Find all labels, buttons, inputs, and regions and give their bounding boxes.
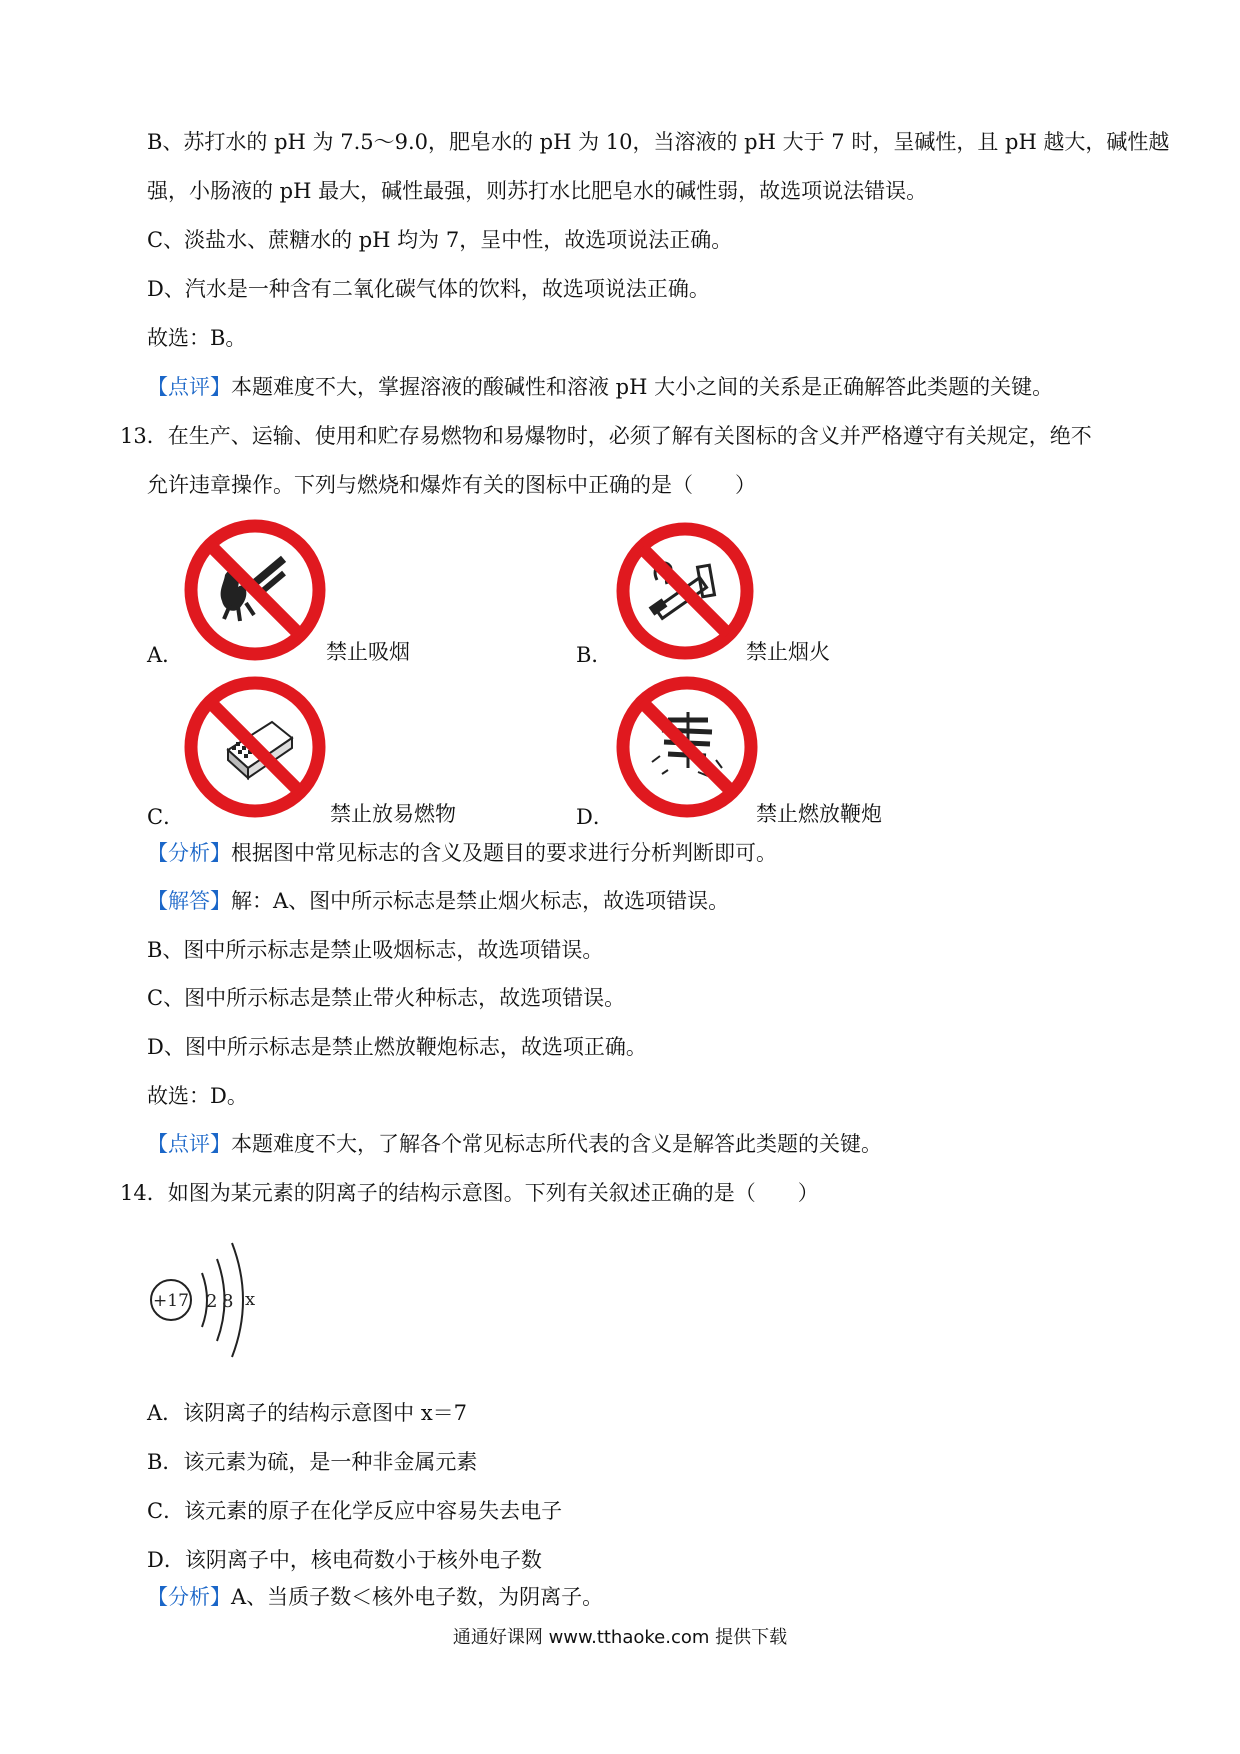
para-b-line1: B、苏打水的 pH 为 7.5～9.0，肥皂水的 pH 为 10，当溶液的 pH 大于 7 时，呈碱性，且 pH 越大，碱性越 [147, 130, 1170, 154]
no-firecrackers-sign-icon [612, 672, 762, 822]
q13-stem-line2: 允许违章操作。下列与燃烧和爆炸有关的图标中正确的是（ ） [147, 473, 756, 497]
q13-option-d-letter: D． [576, 805, 614, 829]
comment-tag: 【点评】 [147, 375, 231, 399]
q14-option-d: D．该阴离子中，核电荷数小于核外电子数 [147, 1548, 542, 1572]
q13-solution-c: C、图中所示标志是禁止带火种标志，故选项错误。 [147, 986, 626, 1010]
q13-option-c-caption: 禁止放易燃物 [330, 802, 456, 826]
shell-3-count: x [245, 1289, 256, 1310]
q14-analysis [147, 1582, 603, 1612]
analysis-tag: 【分析】 [147, 841, 231, 865]
q13-answer: 故选：D。 [147, 1084, 248, 1108]
solution-tag: 【解答】 [147, 889, 231, 913]
comment-tag: 【点评】 [147, 1132, 231, 1156]
comment-text: 本题难度不大，了解各个常见标志所代表的含义是解答此类题的关键。 [231, 1132, 882, 1156]
q13-analysis [147, 838, 777, 868]
q13-solution-d: D、图中所示标志是禁止燃放鞭炮标志，故选项正确。 [147, 1035, 647, 1059]
page-footer: 通通好课网 www.tthaoke.com 提供下载 [452, 1627, 788, 1648]
q13-option-b-caption: 禁止烟火 [746, 640, 830, 664]
q14-option-b: B．该元素为硫，是一种非金属元素 [147, 1450, 478, 1474]
shell-1-count: 2 [206, 1291, 218, 1312]
no-fireworks-sign-icon [180, 515, 330, 665]
q13-option-a-caption: 禁止吸烟 [326, 640, 410, 664]
para-d: D、汽水是一种含有二氧化碳气体的饮料，故选项说法正确。 [147, 277, 710, 301]
q13-solution-b: B、图中所示标志是禁止吸烟标志，故选项错误。 [147, 938, 604, 962]
q14-option-c: C．该元素的原子在化学反应中容易失去电子 [147, 1499, 563, 1523]
nucleus-charge: +17 [153, 1291, 189, 1311]
comment-12 [147, 372, 1053, 402]
q14-stem: 14．如图为某元素的阴离子的结构示意图。下列有关叙述正确的是（ ） [120, 1181, 819, 1205]
para-c: C、淡盐水、蔗糖水的 pH 均为 7，呈中性，故选项说法正确。 [147, 228, 733, 252]
analysis-text: A、当质子数＜核外电子数，为阴离子。 [231, 1585, 604, 1609]
answer-12: 故选：B。 [147, 326, 247, 350]
para-b-line2: 强，小肠液的 pH 最大，碱性最强，则苏打水比肥皂水的碱性弱，故选项说法错误。 [147, 179, 928, 203]
no-smoking-sign-icon [612, 518, 758, 664]
no-open-flame-matches-sign-icon [180, 672, 330, 822]
q13-solution-a [147, 886, 729, 916]
ion-structure-diagram [140, 1225, 290, 1375]
shell-2-count: 8 [222, 1291, 234, 1312]
q14-option-a: A．该阴离子的结构示意图中 x＝7 [147, 1401, 468, 1425]
q13-stem-line1: 13．在生产、运输、使用和贮存易燃物和易爆物时，必须了解有关图标的含义并严格遵守有关规定，绝不 [120, 424, 1092, 448]
q13-option-a-letter: A． [147, 643, 184, 667]
q13-option-c-letter: C． [147, 805, 185, 829]
analysis-text: 根据图中常见标志的含义及题目的要求进行分析判断即可。 [231, 841, 777, 865]
solution-text-a: 解：A、图中所示标志是禁止烟火标志，故选项错误。 [231, 889, 730, 913]
q13-option-d-caption: 禁止燃放鞭炮 [756, 802, 882, 826]
comment-text: 本题难度不大，掌握溶液的酸碱性和溶液 pH 大小之间的关系是正确解答此类题的关键。 [231, 375, 1054, 399]
analysis-tag: 【分析】 [147, 1585, 231, 1609]
q13-option-b-letter: B． [576, 643, 613, 667]
q13-comment [147, 1129, 882, 1159]
